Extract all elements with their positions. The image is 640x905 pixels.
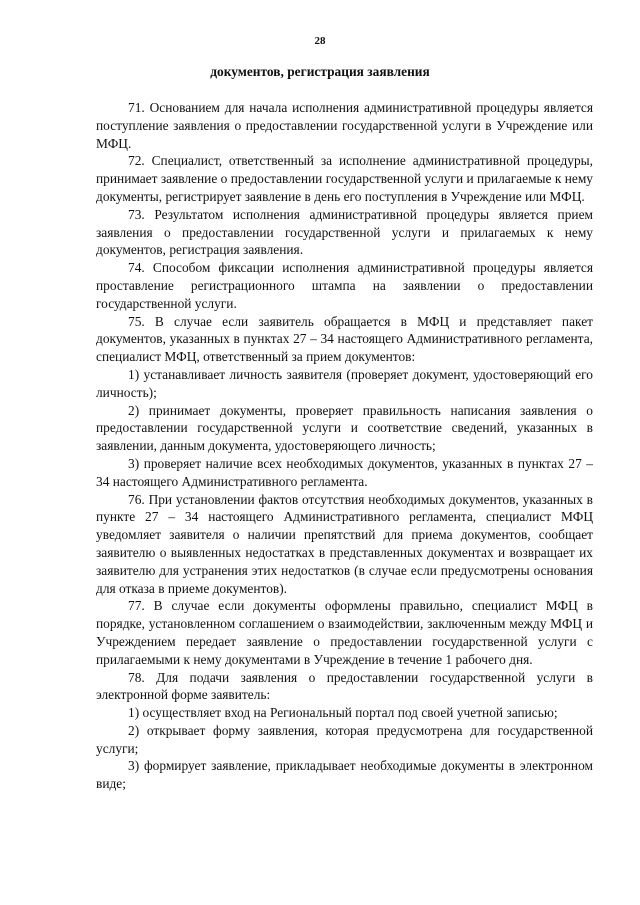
- section-heading: документов, регистрация заявления: [210, 64, 430, 79]
- paragraph-75-item-2: 2) принимает документы, проверяет правильность написания заявления о предоставлении государственной услуги и соответствие сведений, указанных в заявлении, данным документа, удостоверяющего личность;: [96, 402, 593, 454]
- paragraph-75-item-1: 1) устанавливает личность заявителя (проверяет документ, удостоверяющий его личность);: [96, 366, 593, 400]
- paragraph-74: 74. Способом фиксации исполнения административной процедуры является проставление регистрационного штампа на заявлении о предоставлении государственной услуги.: [96, 260, 593, 311]
- page-number: 28: [314, 35, 326, 47]
- paragraph-78: 78. Для подачи заявления о предоставлении государственной услуги в электронной форме заявитель:: [96, 669, 593, 703]
- document-body: [96, 99, 593, 793]
- paragraph-77: 77. В случае если документы оформлены правильно, специалист МФЦ в порядке, установленном соглашением о взаимодействии, заключенным между МФЦ и Учреждением передает заявление о предоставлении государственной услуги с прилагаемыми к нему документами в Учреждение в течение 1 рабочего дня.: [96, 598, 593, 667]
- paragraph-78-item-1: 1) осуществляет вход на Региональный портал под своей учетной записью;: [128, 705, 558, 721]
- paragraph-78-item-3: 3) формирует заявление, прикладывает необходимые документы в электронном виде;: [96, 758, 593, 792]
- paragraph-73: 73. Результатом исполнения административной процедуры является прием заявления о предоставлении государственной услуги и прилагаемых к нему документов, регистрация заявления.: [96, 206, 593, 258]
- paragraph-76: 76. При установлении фактов отсутствия необходимых документов, указанных в пункте 27 – 34 настоящего Административного регламента, специалист МФЦ уведомляет заявителя о наличии препятствий для приема документов, сообщает заявителю о выявленных недостатках в представленных документах и возвращает их заявителю для устранения этих недостатков (в случае если предусмотрены основания для отказа в приеме документов).: [96, 491, 593, 596]
- paragraph-78-item-2: 2) открывает форму заявления, которая предусмотрена для государственной услуги;: [96, 722, 593, 756]
- paragraph-75-item-3: 3) проверяет наличие всех необходимых документов, указанных в пунктах 27 – 34 настоящего Административного регламента.: [96, 455, 593, 489]
- paragraph-72: 72. Специалист, ответственный за исполнение административной процедуры, принимает заявление о предоставлении государственной услуги и прилагаемые к нему документы, регистрирует заявление в день его поступления в Учреждение или МФЦ.: [96, 153, 593, 204]
- paragraph-75: 75. В случае если заявитель обращается в МФЦ и представляет пакет документов, указанных в пунктах 27 – 34 настоящего Административного регламента, специалист МФЦ, ответственный за прием документов:: [96, 313, 593, 365]
- paragraph-71: 71. Основанием для начала исполнения административной процедуры является поступление заявления о предоставлении государственной услуги в Учреждение или МФЦ.: [96, 100, 593, 151]
